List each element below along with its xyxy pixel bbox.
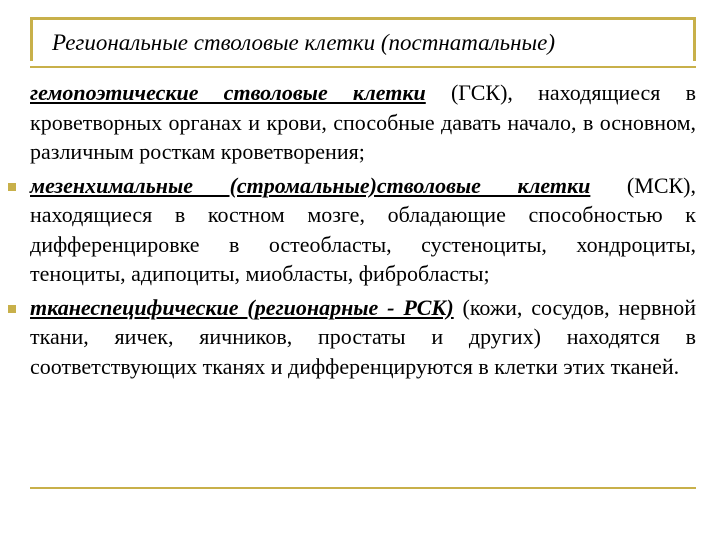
bullet-square-icon (8, 183, 16, 191)
text-rsc: (кожи, сосудов, нервной ткани, яичек, яичников, простаты и других) находятся в соответствующих тканях и дифференцируются в клетки этих тканей. (30, 294, 696, 379)
list-item-hsc (30, 78, 696, 167)
text-msc: (МСК), находящиеся в костном мозге, обладающие способностью к дифференцировке в остеобласты, сустеноциты, хондроциты, теноциты, адипоциты, миобласты, фибробласты; (30, 172, 696, 286)
footer-rule (30, 487, 696, 489)
slide-body (30, 78, 696, 385)
title-frame-right-rule (693, 17, 696, 61)
title-underline-rule (30, 66, 696, 68)
title-frame-top-rule (30, 17, 696, 20)
term-rsc: тканеспецифические (регионарные - РСК) (30, 294, 454, 320)
term-msc: мезенхимальные (стромальные)стволовые клетки (30, 172, 591, 198)
text-hsc: (ГСК), находящиеся в кроветворных органах и крови, способные давать начало, в основном, различным росткам кроветворения; (30, 80, 696, 164)
list-item-msc (30, 171, 696, 289)
list-item-rsc (30, 293, 696, 382)
term-hsc: гемопоэтические стволовые клетки (30, 80, 426, 105)
slide-title: Региональные стволовые клетки (постнатальные) (52, 30, 555, 55)
title-frame-left-rule (30, 17, 33, 61)
bullet-square-icon (8, 305, 16, 313)
